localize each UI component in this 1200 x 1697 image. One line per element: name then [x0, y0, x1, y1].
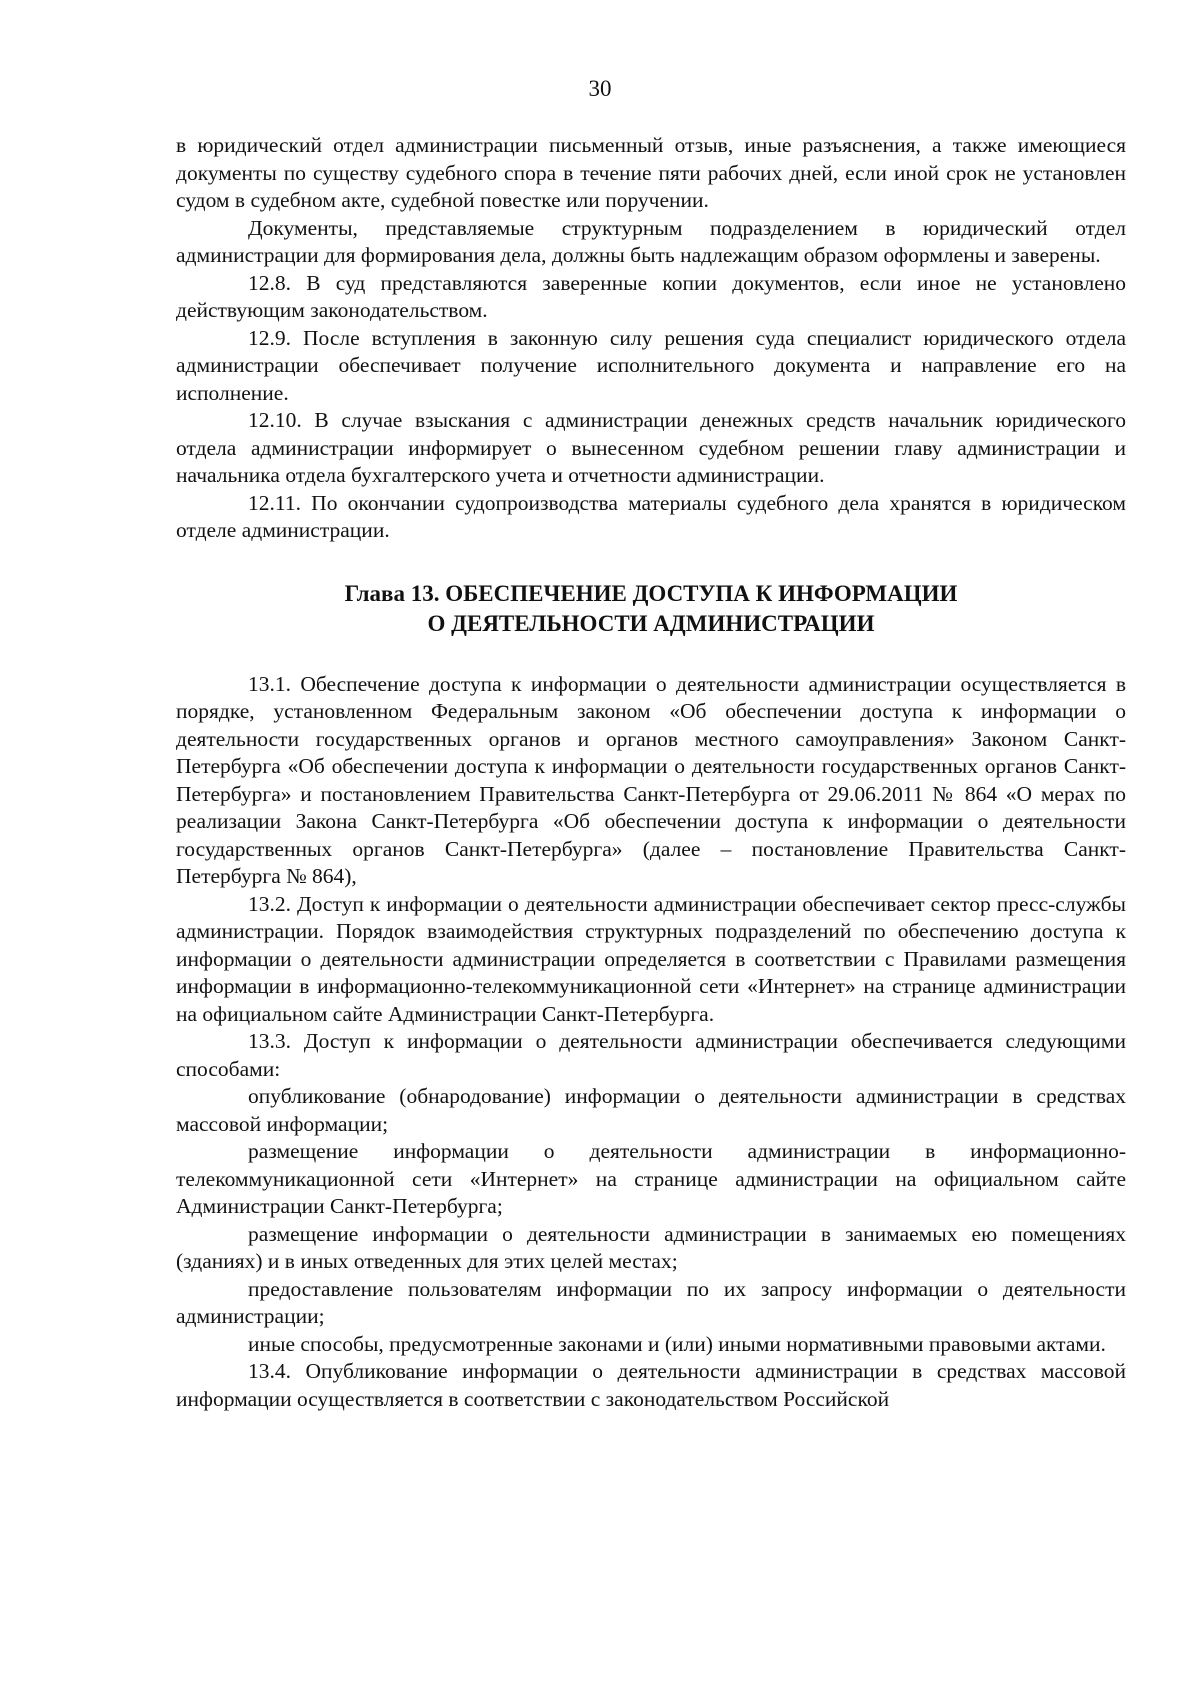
paragraph: 12.8. В суд представляются заверенные копии документов, если иное не установлено действующим законодательством. — [176, 270, 1126, 322]
paragraph: 13.3. Доступ к информации о деятельности администрации обеспечивается следующими способами: — [176, 1029, 1126, 1081]
paragraph: 13.1. Обеспечение доступа к информации о деятельности администрации осуществляется в порядке, установленном Федеральным законом «Об обеспечении доступа к информации о деятельности государственных органов и органов местного самоуправления» Законом Санкт-Петербурга «Об обеспечении доступа к информации о деятельности государственных органов Санкт-Петербурга» и постановлением Правительства Санкт-Петербурга от 29.06.2011 № 864 «О мерах по реализации Закона Санкт-Петербурга «Об обеспечении доступа к информации о деятельности государственных органов Санкт-Петербурга» (далее – постановление Правительства Санкт-Петербурга № 864), — [176, 671, 1126, 888]
paragraph: 13.2. Доступ к информации о деятельности администрации обеспечивает сектор пресс-службы администрации. Порядок взаимодействия структурных подразделений по обеспечению доступа к информации о деятельности администрации определяется в соответствии с Правилами размещения информации в информационно-телекоммуникационной сети «Интернет» на странице администрации на официальном сайте Администрации Санкт-Петербурга. — [176, 891, 1126, 1026]
chapter-title — [176, 579, 1126, 639]
paragraph: в юридический отдел администрации письменный отзыв, иные разъяснения, а также имеющиеся документы по существу судебного спора в течение пяти рабочих дней, если иной срок не установлен судом в судебном акте, судебной повестке или поручении. — [176, 133, 1126, 212]
paragraph: опубликование (обнародование) информации о деятельности администрации в средствах массовой информации; — [176, 1084, 1126, 1136]
paragraphs-before — [176, 132, 1126, 545]
paragraph: 13.4. Опубликование информации о деятельности администрации в средствах массовой информации осуществляется в соответствии с законодательством Российской — [176, 1359, 1126, 1411]
paragraph: иные способы, предусмотренные законами и (или) иными нормативными правовыми актами. — [248, 1331, 1106, 1356]
chapter-title-line: О ДЕЯТЕЛЬНОСТИ АДМИНИСТРАЦИИ — [427, 610, 875, 636]
paragraph: размещение информации о деятельности администрации в информационно-телекоммуникационной сети «Интернет» на странице администрации на официальном сайте Администрации Санкт-Петербурга; — [176, 1139, 1126, 1218]
paragraph: 12.9. После вступления в законную силу решения суда специалист юридического отдела администрации обеспечивает получение исполнительного документа и направление его на исполнение. — [176, 325, 1126, 405]
page-number: 30 — [588, 76, 612, 101]
paragraph: размещение информации о деятельности администрации в занимаемых ею помещениях (зданиях) и в иных отведенных для этих целей местах; — [176, 1221, 1126, 1273]
paragraph: Документы, представляемые структурным подразделением в юридический отдел администрации для формирования дела, должны быть надлежащим образом оформлены и заверены. — [176, 215, 1126, 267]
paragraph: предоставление пользователям информации по их запросу информации о деятельности администрации; — [176, 1276, 1126, 1328]
document-body — [176, 132, 1126, 1413]
chapter-title-line: Глава 13. ОБЕСПЕЧЕНИЕ ДОСТУПА К ИНФОРМАЦИИ — [344, 580, 958, 606]
paragraph: 12.11. По окончании судопроизводства материалы судебного дела хранятся в юридическом отделе администрации. — [176, 490, 1126, 542]
paragraph: 12.10. В случае взыскания с администрации денежных средств начальник юридического отдела администрации информирует о вынесенном судебном решении главу администрации и начальника отдела бухгалтерского учета и отчетности администрации. — [176, 408, 1126, 487]
paragraphs-after — [176, 671, 1126, 1414]
